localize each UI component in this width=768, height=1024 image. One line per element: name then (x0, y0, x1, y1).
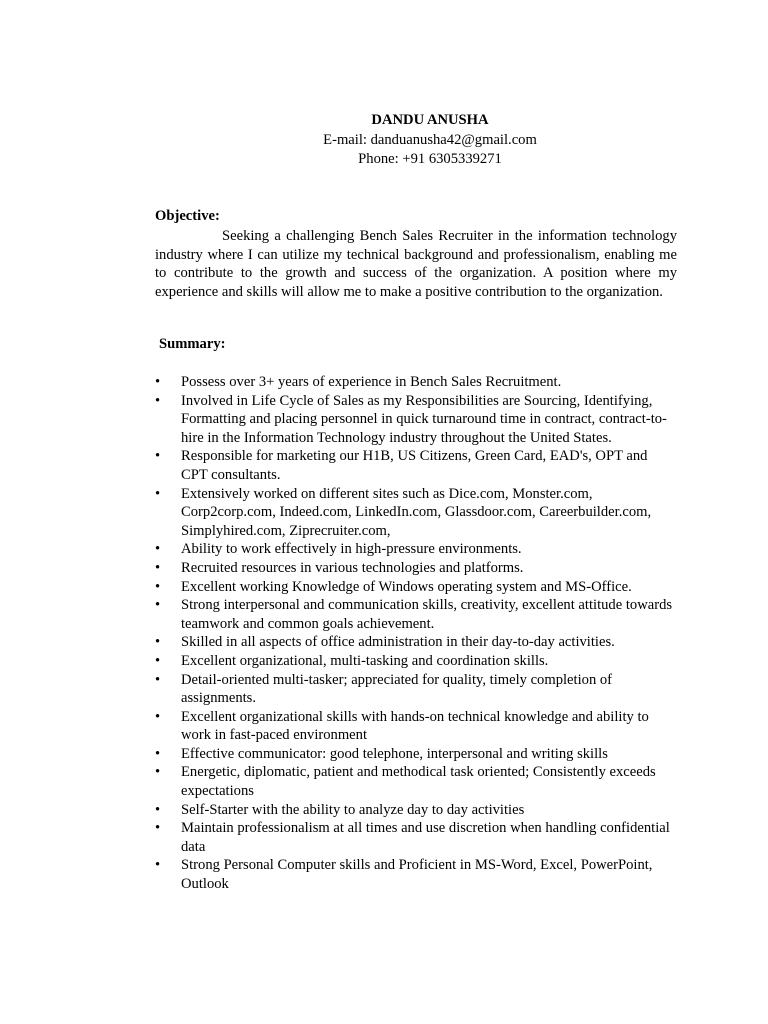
summary-item (155, 596, 675, 633)
summary-item (155, 392, 675, 448)
summary-item (155, 447, 675, 484)
summary-item (155, 559, 675, 578)
bullet-marker: • (155, 801, 161, 818)
summary-item-text: Strong Personal Computer skills and Proficient in MS-Word, Excel, PowerPoint, Outlook (181, 857, 653, 893)
resume-header (0, 111, 768, 170)
summary-list (155, 373, 675, 894)
summary-heading: Summary: (159, 336, 226, 352)
summary-item-text: Recruited resources in various technologies and platforms. (181, 559, 524, 576)
summary-item (155, 671, 675, 708)
objective-heading: Objective: (155, 208, 220, 224)
bullet-marker: • (155, 708, 161, 725)
bullet-marker: • (155, 597, 161, 614)
bullet-marker: • (155, 392, 161, 409)
summary-item (155, 652, 675, 671)
summary-item-text: Excellent working Knowledge of Windows operating system and MS-Office. (181, 578, 632, 595)
summary-item-text: Responsible for marketing our H1B, US Citizens, Green Card, EAD's, OPT and CPT consultants. (181, 448, 648, 483)
bullet-marker: • (155, 448, 161, 465)
bullet-marker: • (155, 374, 161, 390)
summary-item-text: Detail-oriented multi-tasker; appreciated for quality, timely completion of assignments. (181, 671, 613, 707)
phone-line: Phone: +91 6305339271 (358, 151, 502, 167)
summary-item (155, 633, 675, 652)
summary-item (155, 801, 675, 820)
bullet-marker: • (155, 671, 161, 688)
summary-item (155, 708, 675, 745)
bullet-marker: • (155, 745, 161, 762)
summary-item-text: Ability to work effectively in high-pressure environments. (181, 541, 522, 558)
summary-item-text: Strong interpersonal and communication skills, creativity, excellent attitude towards teamwork and common goals achievement. (181, 597, 673, 632)
summary-item-text: Skilled in all aspects of office administration in their day-to-day activities. (181, 634, 615, 651)
summary-item-text: Maintain professionalism at all times and use discretion when handling confidential data (181, 820, 670, 855)
bullet-marker: • (155, 857, 161, 874)
bullet-marker: • (155, 634, 161, 651)
summary-item-text: Involved in Life Cycle of Sales as my Responsibilities are Sourcing, Identifying, Formatting and placing personnel in quick turnaround time in contract, contract-to-hire in the Information Technology industry throughout the United States. (181, 392, 667, 446)
summary-item-text: Energetic, diplomatic, patient and methodical task oriented; Consistently exceeds expectations (181, 764, 656, 800)
bullet-marker: • (155, 559, 161, 576)
bullet-marker: • (155, 541, 161, 558)
candidate-name: DANDU ANUSHA (371, 112, 489, 128)
bullet-marker: • (155, 764, 161, 781)
summary-item (155, 485, 675, 541)
summary-item-text: Excellent organizational skills with hands-on technical knowledge and ability to work in fast-paced environment (181, 708, 649, 744)
bullet-marker: • (155, 652, 161, 669)
summary-item (155, 373, 675, 392)
summary-item-text: Excellent organizational, multi-tasking and coordination skills. (181, 652, 549, 669)
bullet-marker: • (155, 485, 161, 502)
summary-item (155, 819, 675, 856)
summary-item (155, 856, 675, 893)
summary-item-text: Possess over 3+ years of experience in Bench Sales Recruitment. (181, 374, 562, 390)
summary-item-text: Extensively worked on different sites such as Dice.com, Monster.com, Corp2corp.com, Indeed.com, LinkedIn.com, Glassdoor.com, Careerbuilder.com, Simplyhired.com, Ziprecruiter.com, (181, 485, 652, 539)
objective-paragraph: Seeking a challenging Bench Sales Recruiter in the information technology industry where I can utilize my technical background and professionalism, enabling me to contribute to the growth and success of the organization. A position where my experience and skills will allow me to make a positive contribution to the organization. (155, 228, 677, 300)
summary-item-text: Self-Starter with the ability to analyze day to day activities (181, 801, 525, 818)
summary-item (155, 540, 675, 559)
bullet-marker: • (155, 820, 161, 837)
bullet-marker: • (155, 578, 161, 595)
summary-item (155, 745, 675, 764)
summary-item (155, 578, 675, 597)
summary-item-text: Effective communicator: good telephone, interpersonal and writing skills (181, 745, 608, 762)
email-line: E-mail: danduanusha42@gmail.com (323, 131, 537, 148)
summary-item (155, 763, 675, 800)
